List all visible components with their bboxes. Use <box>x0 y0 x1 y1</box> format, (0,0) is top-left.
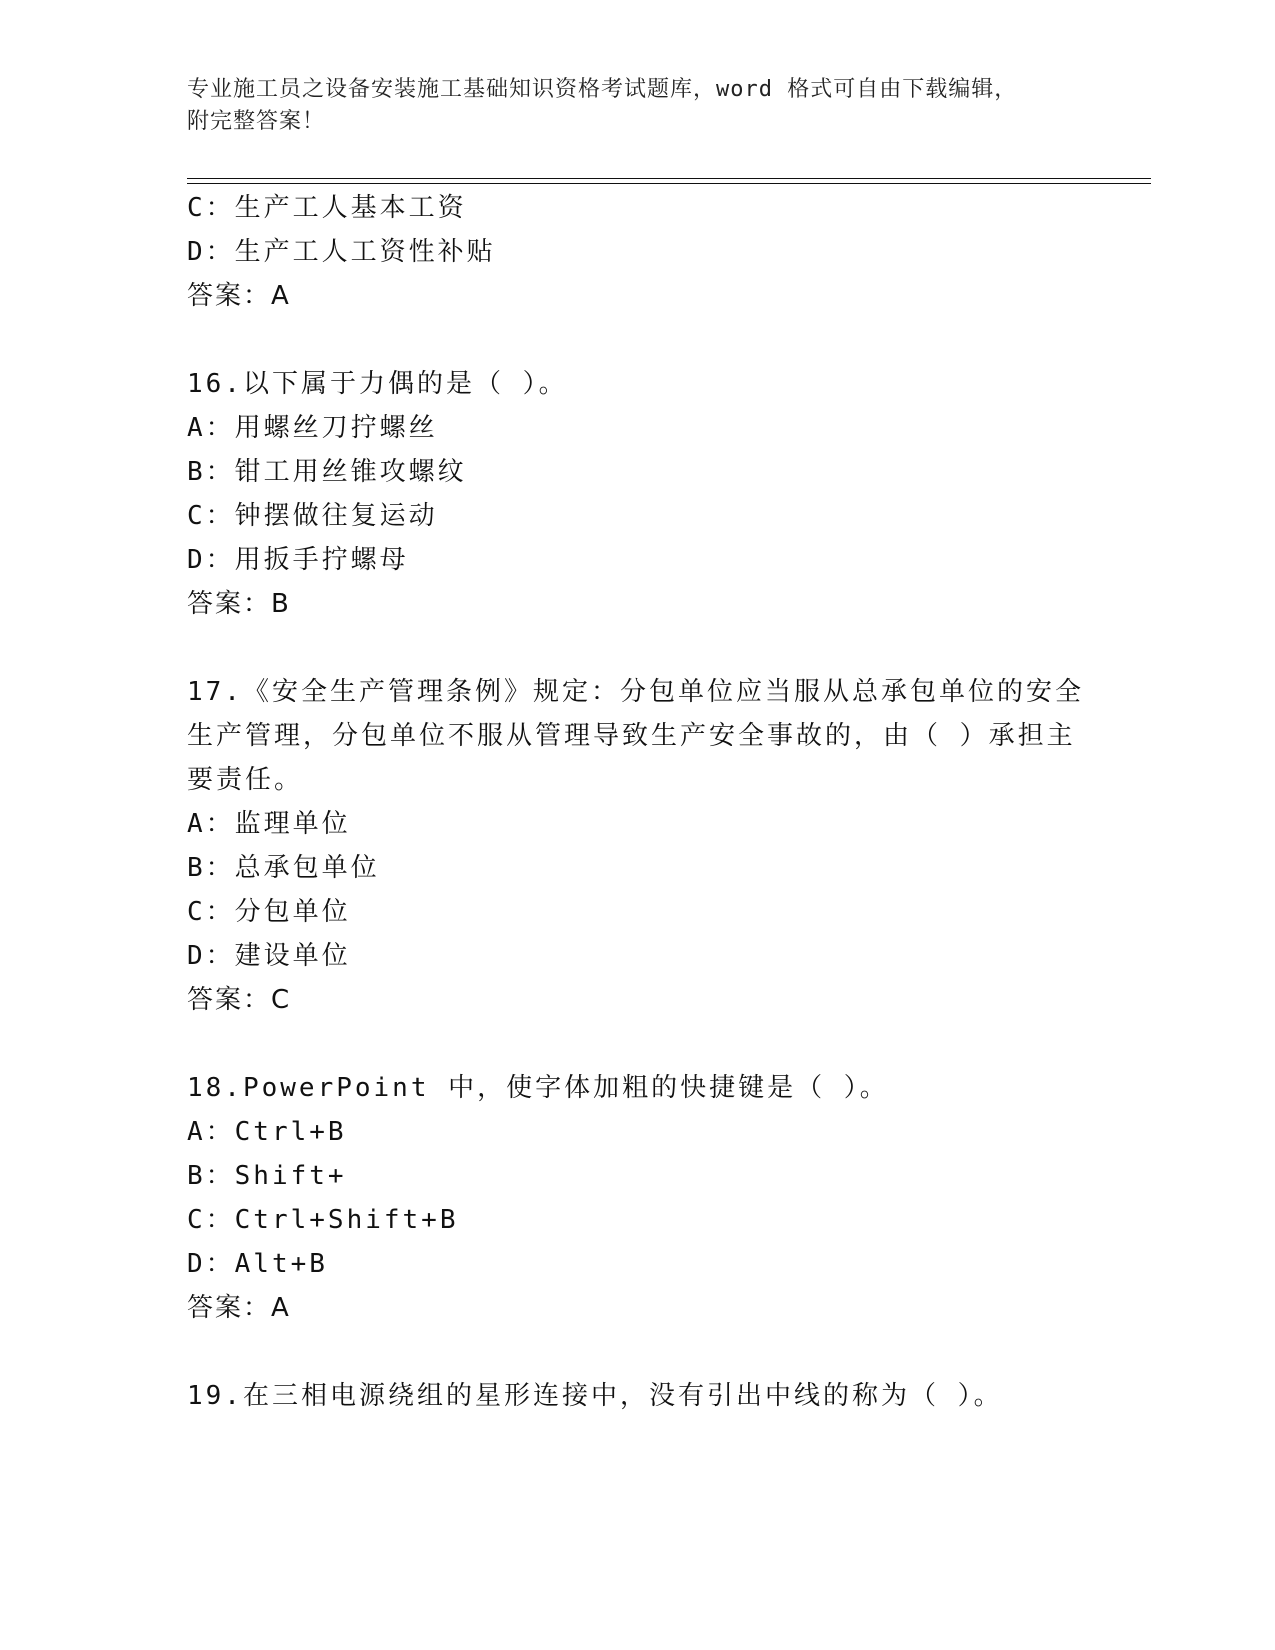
q16-answer: 答案：B <box>187 589 291 619</box>
q18-answer: 答案：A <box>187 1293 291 1323</box>
q16-option-d: D：用扳手拧螺母 <box>187 545 409 575</box>
q18-option-a: A：Ctrl+B <box>187 1117 347 1147</box>
document-header <box>187 74 1087 138</box>
header-line-1: 专业施工员之设备安装施工基础知识资格考试题库，word 格式可自由下载编辑， <box>187 77 1018 102</box>
q19-question: 19.在三相电源绕组的星形连接中，没有引出中线的称为（ ）。 <box>187 1381 1003 1411</box>
q17-option-c: C：分包单位 <box>187 897 351 927</box>
header-divider-top <box>187 178 1151 179</box>
q18-question: 18.PowerPoint 中，使字体加粗的快捷键是（ ）。 <box>187 1073 889 1103</box>
q16-option-a: A：用螺丝刀拧螺丝 <box>187 413 438 443</box>
q17-question-line-2: 生产管理，分包单位不服从管理导致生产安全事故的，由（ ）承担主 <box>187 721 1076 751</box>
q18-option-b: B：Shift+ <box>187 1161 347 1191</box>
header-line-2: 附完整答案！ <box>187 109 326 134</box>
q17-option-d: D：建设单位 <box>187 941 351 971</box>
header-divider-bottom <box>187 183 1151 184</box>
q16-option-b: B：钳工用丝锥攻螺纹 <box>187 457 467 487</box>
q17-option-a: A：监理单位 <box>187 809 351 839</box>
q17-answer: 答案：C <box>187 985 292 1015</box>
q17-option-b: B：总承包单位 <box>187 853 380 883</box>
q15-answer: 答案：A <box>187 281 291 311</box>
q15-option-c: C：生产工人基本工资 <box>187 193 467 223</box>
q15-option-d: D：生产工人工资性补贴 <box>187 237 496 267</box>
q16-question: 16.以下属于力偶的是（ ）。 <box>187 369 568 399</box>
q18-option-c: C：Ctrl+Shift+B <box>187 1205 459 1235</box>
q17-question-line-3: 要责任。 <box>187 765 304 795</box>
q17-question-line-1: 17.《安全生产管理条例》规定：分包单位应当服从总承包单位的安全 <box>187 677 1084 707</box>
q16-option-c: C：钟摆做往复运动 <box>187 501 438 531</box>
q18-option-d: D：Alt+B <box>187 1249 328 1279</box>
